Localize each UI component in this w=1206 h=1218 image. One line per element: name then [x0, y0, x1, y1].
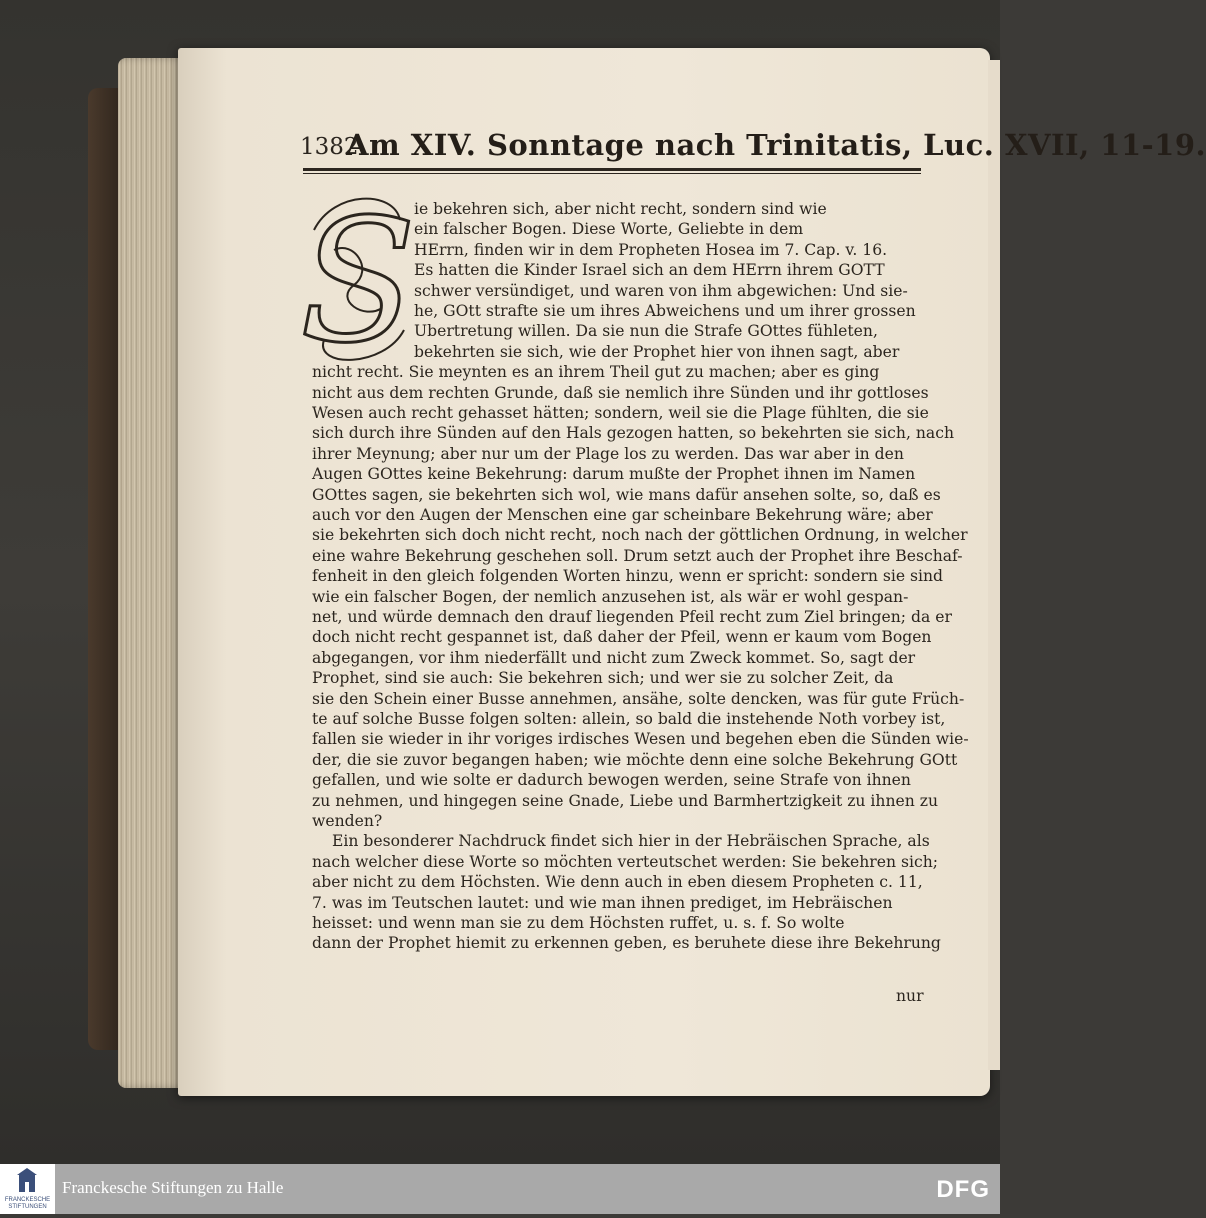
header-rule [303, 168, 921, 171]
text-line: auch vor den Augen der Menschen eine gar scheinbare Bekehrung wäre; aber [312, 506, 933, 524]
text-line: nicht aus dem rechten Grunde, daß sie nemlich ihre Sünden und ihr gottloses [312, 383, 929, 402]
text-line: ie bekehren sich, aber nicht recht, sondern sind wie [414, 200, 827, 218]
building-icon [0, 1164, 55, 1214]
text-line: Es hatten die Kinder Israel sich an dem HErrn ihrem GOTT [414, 261, 885, 280]
svg-text:FRANCKESCHE: FRANCKESCHE [4, 1197, 51, 1203]
next-page-strip [988, 60, 1000, 1070]
text-line: fenheit in den gleich folgenden Worten hinzu, wenn er spricht: sondern sie sind [312, 567, 944, 586]
text-line: bekehrten sie sich, wie der Prophet hier von ihnen sagt, aber [414, 342, 900, 361]
header-rule-thin [303, 173, 921, 174]
text-line: heisset: und wenn man sie zu dem Höchsten ruffet, u. s. f. So wolte [312, 914, 845, 932]
catchword: nur [896, 987, 924, 1005]
text-line: schwer versündiget, und waren von ihm abgewichen: Und sie- [414, 281, 908, 300]
svg-text:STIFTUNGEN: STIFTUNGEN [8, 1204, 47, 1210]
running-title: Am XIV. Sonntage nach Trinitatis, Luc. XVII, 11-19. [346, 128, 1206, 162]
institution-name[interactable]: Franckesche Stiftungen zu Halle [62, 1178, 284, 1197]
text-line: Ubertretung willen. Da sie nun die Strafe GOttes fühleten, [414, 322, 878, 341]
text-line: Prophet, sind sie auch: Sie bekehren sich; und wer sie zu solcher Zeit, da [312, 669, 894, 688]
text-line: sich durch ihre Sünden auf den Hals gezogen hatten, so bekehrten sie sich, nach [312, 424, 954, 443]
text-line: te auf solche Busse folgen solten: allein, so bald die instehende Noth vorbey ist, [312, 710, 946, 728]
text-line: he, GOtt strafte sie um ihres Abweichens und um ihrer grossen [414, 302, 916, 320]
text-line: Ein besonderer Nachdruck findet sich hier in der Hebräischen Sprache, als [332, 832, 930, 851]
text-line: wie ein falscher Bogen, der nemlich anzusehen ist, als wär er wohl gespan- [312, 587, 909, 606]
text-line: Wesen auch recht gehasset hätten; sondern, weil sie die Plage fühlten, die sie [312, 404, 929, 422]
text-line: abgegangen, vor ihm niederfällt und nicht zum Zweck kommet. So, sagt der [312, 648, 916, 667]
text-line: eine wahre Bekehrung geschehen soll. Drum setzt auch der Prophet ihre Beschaf- [312, 546, 963, 565]
text-line: sie bekehrten sich doch nicht recht, noch nach der göttlichen Ordnung, in welcher [312, 526, 968, 545]
text-line: Augen GOttes keine Bekehrung: darum mußte der Prophet ihnen im Namen [312, 465, 916, 484]
text-line: nach welcher diese Worte so möchten verteutschet werden: Sie bekehren sich; [312, 852, 939, 871]
dfg-logo[interactable]: DFG [936, 1176, 990, 1203]
text-line: zu nehmen, und hingegen seine Gnade, Liebe und Barmhertzigkeit zu ihnen zu [312, 791, 938, 810]
text-line: sie den Schein einer Busse annehmen, ansähe, solte dencken, was für gute Früch- [312, 689, 965, 708]
page-number: 1382 [300, 134, 359, 160]
text-line: ein falscher Bogen. Diese Worte, Geliebte in dem [414, 220, 804, 239]
text-line: der, die sie zuvor begangen haben; wie möchte denn eine solche Bekehrung GOtt [312, 750, 958, 769]
text-line: gefallen, und wie solte er dadurch bewogen werden, seine Strafe von ihnen [312, 771, 911, 790]
text-line: GOttes sagen, sie bekehrten sich wol, wie mans dafür ansehen solte, so, daß es [312, 485, 941, 504]
text-line: nicht recht. Sie meynten es an ihrem Theil gut zu machen; aber es ging [312, 363, 880, 382]
footer-bar [0, 1164, 1000, 1214]
text-line: 7. was im Teutschen lautet: und wie man ihnen prediget, im Hebräischen [312, 893, 893, 912]
text-line: wenden? [312, 812, 383, 830]
text-line: ihrer Meynung; aber nur um der Plage los zu werden. Das war aber in den [312, 444, 904, 463]
page-header [300, 128, 1206, 168]
decorated-initial [299, 183, 417, 381]
text-line: HErrn, finden wir in dem Propheten Hosea im 7. Cap. v. 16. [414, 240, 888, 259]
text-line: dann der Prophet hiemit zu erkennen geben, es beruhete diese ihre Bekehrung [312, 934, 941, 953]
institution-logo [0, 1164, 55, 1214]
text-line: net, und würde demnach den drauf liegenden Pfeil recht zum Ziel bringen; da er [312, 608, 952, 626]
text-line: aber nicht zu dem Höchsten. Wie denn auch in eben diesem Propheten c. 11, [312, 873, 923, 892]
text-line: doch nicht recht gespannet ist, daß daher der Pfeil, wenn er kaum vom Bogen [312, 628, 932, 647]
initial-letter: S [299, 183, 417, 381]
text-line: fallen sie wieder in ihr voriges irdisches Wesen und begehen eben die Sünden wie- [312, 730, 969, 749]
